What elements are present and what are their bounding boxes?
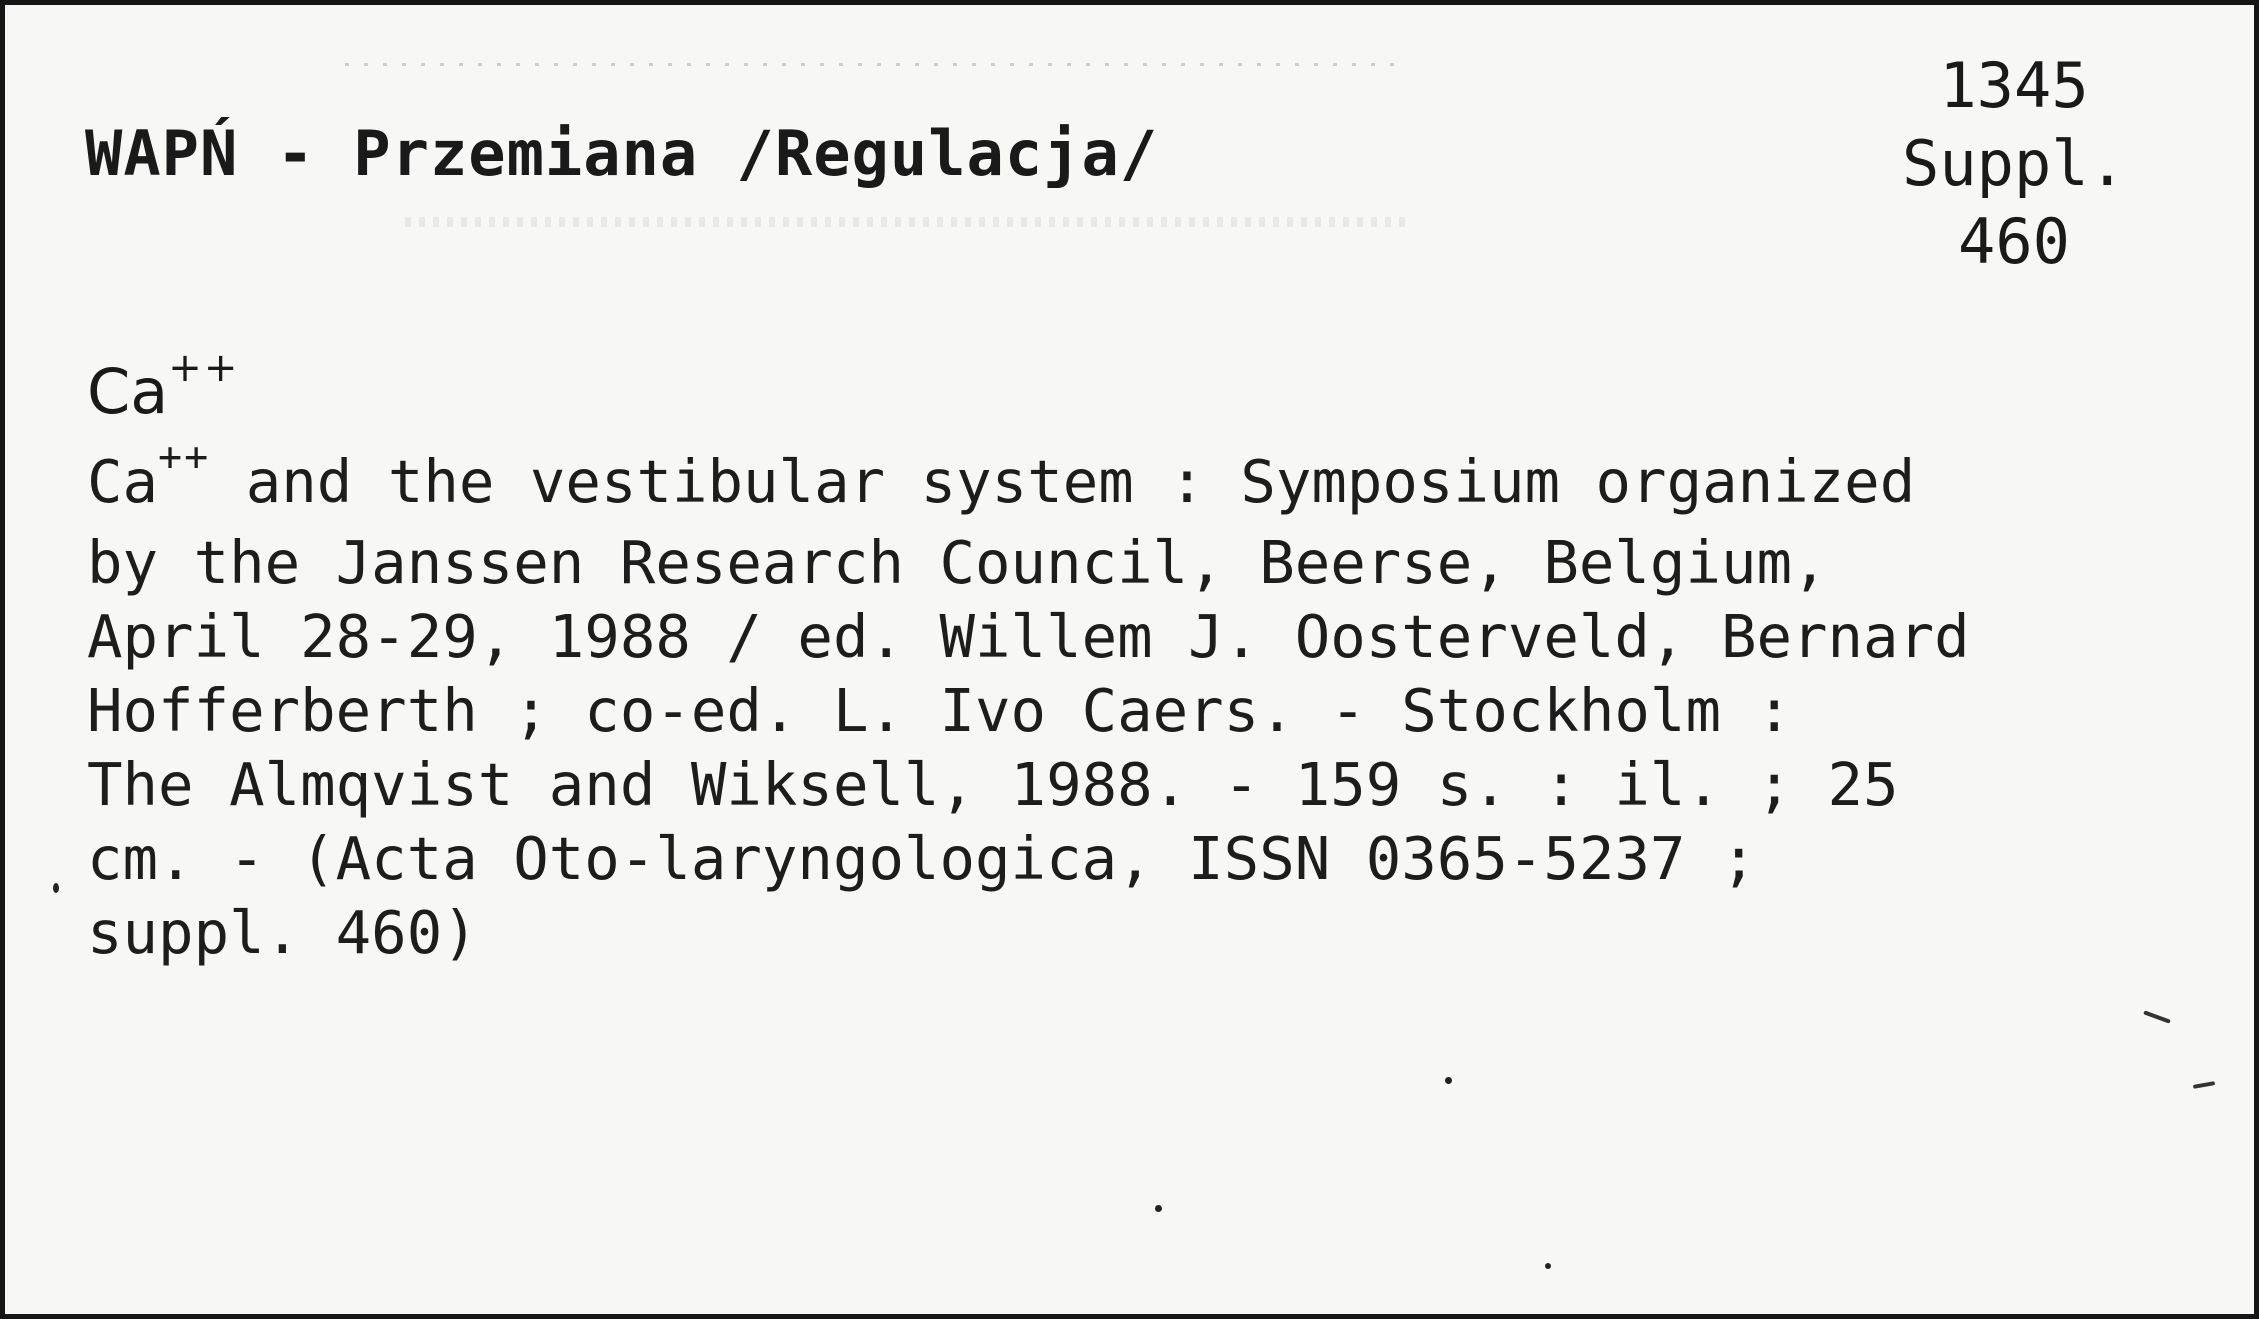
- entry-line: suppl. 460): [87, 898, 478, 967]
- entry-line: [87, 434, 2207, 526]
- title-heading: [87, 345, 240, 428]
- entry-line: The Almqvist and Wiksell, 1988. - 159 s. : il. ; 25: [87, 750, 1899, 819]
- ink-dash: [2193, 1081, 2215, 1089]
- entry-line-text: and the vestibular system : Symposium organized: [210, 447, 1916, 516]
- ink-dot: [1445, 1077, 1452, 1084]
- entry-lead-superscript: ++: [158, 434, 211, 480]
- ink-dot: [53, 883, 59, 893]
- faded-print-noise: [405, 217, 1405, 227]
- ink-dot: [1545, 1263, 1551, 1269]
- ink-dot: [1155, 1205, 1162, 1212]
- call-number-line: 1345: [1939, 49, 2089, 122]
- title-heading-base: Ca: [87, 355, 169, 428]
- call-number-line: Suppl.: [1902, 127, 2126, 200]
- print-specks: [345, 63, 1395, 66]
- bibliographic-entry: [87, 434, 2207, 970]
- title-heading-superscript: ++: [168, 345, 240, 391]
- subject-heading: WAPŃ - Przemiana /Regulacja/: [85, 117, 1159, 190]
- entry-line: Hofferberth ; co-ed. L. Ivo Caers. - Stockholm :: [87, 676, 1793, 745]
- entry-line: cm. - (Acta Oto-laryngologica, ISSN 0365-5237 ;: [87, 824, 1757, 893]
- entry-lead-base: Ca: [87, 447, 159, 516]
- ink-dash: [2143, 1010, 2171, 1023]
- entry-line: April 28-29, 1988 / ed. Willem J. Oosterveld, Bernard: [87, 602, 1970, 671]
- entry-line: by the Janssen Research Council, Beerse, Belgium,: [87, 528, 1828, 597]
- call-number: [1884, 47, 2144, 281]
- call-number-line: 460: [1958, 205, 2070, 278]
